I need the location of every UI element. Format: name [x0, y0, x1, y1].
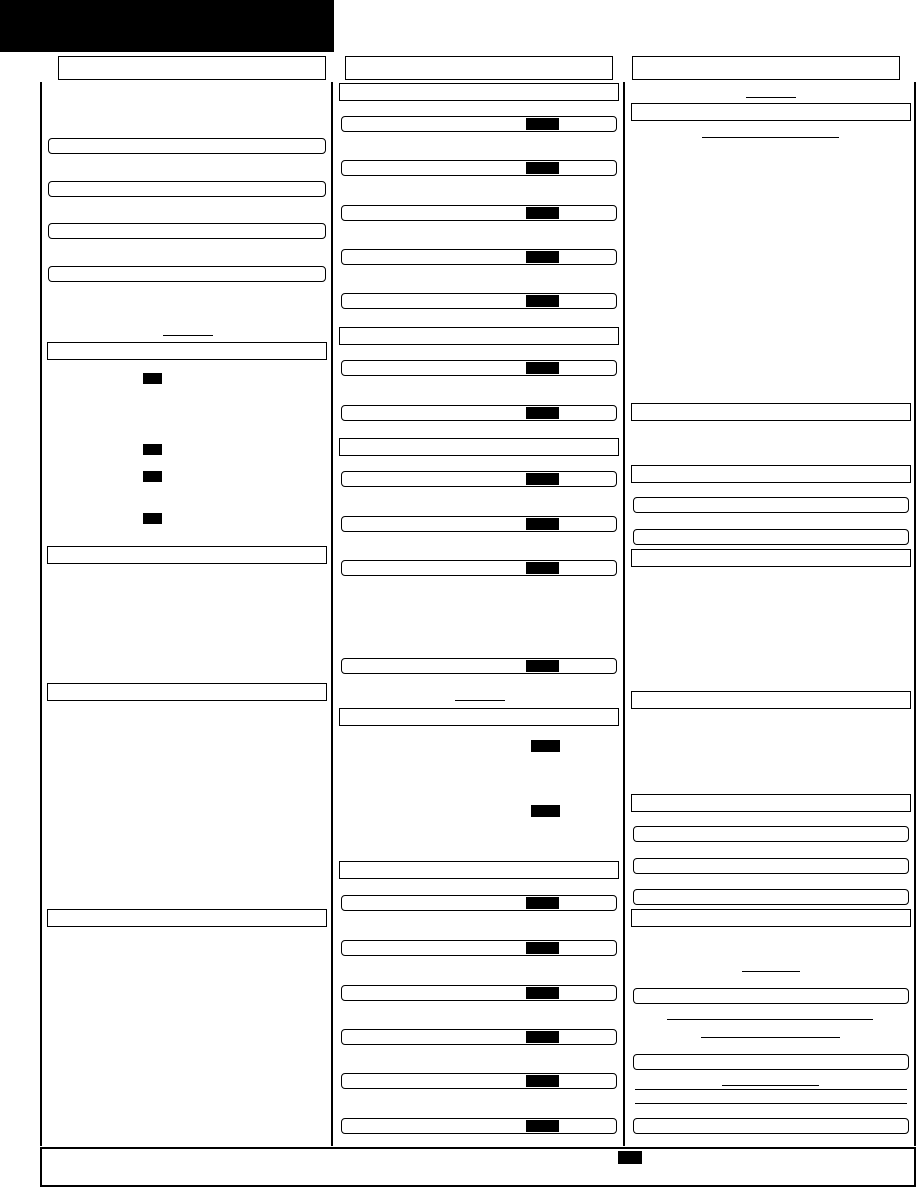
- code-box: [526, 362, 559, 374]
- field-input[interactable]: [633, 858, 909, 874]
- field-input[interactable]: [341, 658, 617, 674]
- code-box: [526, 251, 559, 263]
- form-title-block: [0, 0, 334, 52]
- column-divider-left: [40, 82, 42, 1146]
- field-input[interactable]: [341, 293, 617, 309]
- section-header: [47, 683, 327, 701]
- section-header: [631, 103, 911, 121]
- code-box: [526, 118, 559, 130]
- field-input[interactable]: [341, 560, 617, 576]
- signature-line: [667, 1010, 873, 1020]
- code-box: [526, 407, 559, 419]
- code-box: [526, 897, 559, 909]
- code-box: [526, 660, 559, 672]
- code-box: [526, 942, 559, 954]
- section-header: [631, 691, 911, 709]
- section-header: [631, 403, 911, 421]
- field-input[interactable]: [633, 1054, 909, 1070]
- column-divider-middle-2: [623, 82, 625, 1146]
- field-input[interactable]: [341, 1029, 617, 1045]
- code-box: [526, 1031, 559, 1043]
- field-input[interactable]: [341, 895, 617, 911]
- checkbox-marker[interactable]: [143, 373, 162, 384]
- field-input[interactable]: [341, 205, 617, 221]
- field-input[interactable]: [48, 181, 326, 197]
- section-header: [631, 549, 911, 567]
- field-input[interactable]: [633, 497, 909, 513]
- rule-line: [635, 1080, 907, 1090]
- checkbox-marker[interactable]: [531, 805, 560, 817]
- field-input[interactable]: [633, 826, 909, 842]
- code-box: [526, 1075, 559, 1087]
- section-header: [339, 327, 619, 345]
- code-box: [526, 1120, 559, 1132]
- field-input[interactable]: [341, 360, 617, 376]
- field-input[interactable]: [341, 1118, 617, 1134]
- code-box: [526, 518, 559, 530]
- code-box: [526, 473, 559, 485]
- code-box: [526, 295, 559, 307]
- code-box: [526, 162, 559, 174]
- section-header: [47, 342, 327, 360]
- section-header: [631, 465, 911, 483]
- field-input[interactable]: [341, 516, 617, 532]
- signature-line: [163, 326, 213, 336]
- field-input[interactable]: [341, 405, 617, 421]
- checkbox-marker[interactable]: [143, 444, 162, 455]
- column-header-1: [58, 56, 326, 80]
- section-header: [339, 861, 619, 879]
- footer-code-box: [618, 1151, 642, 1164]
- field-input[interactable]: [48, 223, 326, 239]
- section-header: [631, 909, 911, 927]
- section-header: [47, 546, 327, 564]
- field-input[interactable]: [633, 889, 909, 905]
- field-input[interactable]: [341, 1073, 617, 1089]
- column-divider-right: [914, 82, 916, 1146]
- signature-line: [742, 962, 800, 972]
- field-input[interactable]: [633, 529, 909, 545]
- checkbox-marker[interactable]: [531, 740, 560, 752]
- signature-line: [746, 88, 796, 98]
- section-header: [339, 438, 619, 456]
- field-input[interactable]: [633, 1118, 909, 1134]
- footer-box: [40, 1147, 916, 1187]
- section-header: [339, 708, 619, 726]
- code-box: [526, 207, 559, 219]
- field-input[interactable]: [341, 116, 617, 132]
- field-input[interactable]: [341, 249, 617, 265]
- signature-line: [702, 128, 839, 138]
- field-input[interactable]: [48, 138, 326, 154]
- column-divider-middle-1: [331, 82, 333, 1146]
- checkbox-marker[interactable]: [143, 513, 162, 524]
- field-input[interactable]: [341, 471, 617, 487]
- field-input[interactable]: [341, 985, 617, 1001]
- section-header: [47, 909, 327, 927]
- rule-line: [635, 1094, 907, 1104]
- field-input[interactable]: [341, 940, 617, 956]
- field-input[interactable]: [341, 160, 617, 176]
- field-input[interactable]: [48, 266, 326, 282]
- code-box: [526, 987, 559, 999]
- column-header-3: [632, 56, 900, 80]
- code-box: [526, 562, 559, 574]
- signature-line: [455, 691, 505, 701]
- field-input[interactable]: [633, 988, 909, 1004]
- section-header: [339, 83, 619, 101]
- checkbox-marker[interactable]: [143, 471, 162, 482]
- section-header: [631, 794, 911, 812]
- column-header-2: [345, 56, 613, 80]
- signature-line: [701, 1028, 840, 1038]
